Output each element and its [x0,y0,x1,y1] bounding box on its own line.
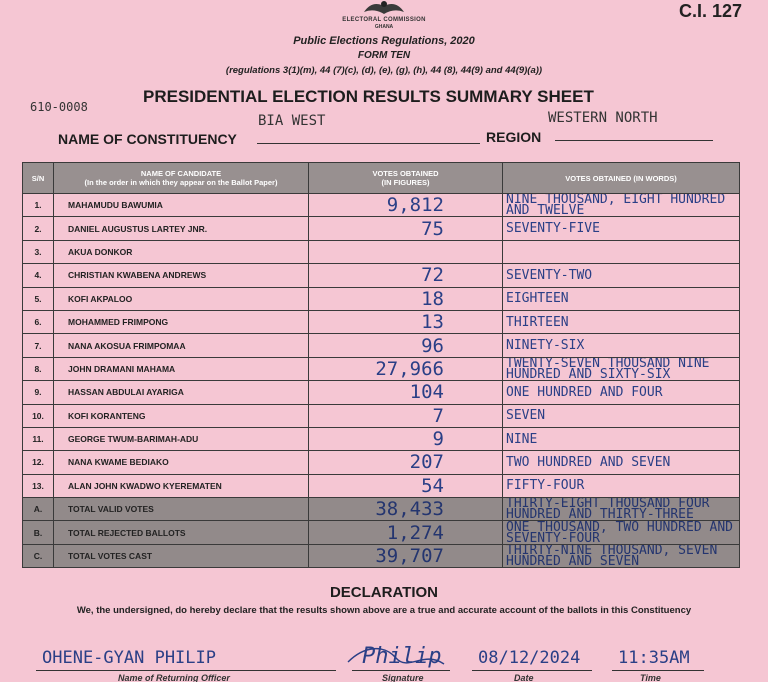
region-value: WESTERN NORTH [548,110,658,126]
votes-figures: 39,707 [309,544,503,567]
table-row [23,474,740,497]
candidate-name: DANIEL AUGUSTUS LARTEY JNR. [54,217,309,240]
votes-figures: 13 [309,310,503,333]
time-line [612,670,704,671]
summary-row [23,498,740,521]
date-caption: Date [514,673,534,682]
regulations-refs: (regulations 3(1)(m), 44 (7)(c), (d), (e), (g), (h), 44 (8), 44(9) and 44(9)(a)) [225,65,543,76]
candidate-name: MAHAMUDU BAWUMIA [54,194,309,217]
header-name [54,163,309,194]
votes-words [503,240,740,263]
summary-row [23,544,740,567]
officer-caption: Name of Returning Officer [118,673,230,682]
row-sn: 13. [23,474,54,497]
candidate-name: HASSAN ABDULAI AYARIGA [54,381,309,404]
table-row [23,357,740,380]
regulations-title: Public Elections Regulations, 2020 [293,35,475,47]
row-sn: 5. [23,287,54,310]
signature-mark: Philip [362,644,442,669]
table-row [23,287,740,310]
header-name-title: NAME OF CANDIDATE [140,169,222,178]
summary-row [23,521,740,544]
votes-words: THIRTY-EIGHT THOUSAND FOUR HUNDRED AND THIRTY-THREE [503,498,740,521]
candidate-name: KOFI KORANTENG [54,404,309,427]
candidate-name: GEORGE TWUM-BARIMAH-ADU [54,427,309,450]
constituency-label: NAME OF CONSTITUENCY [58,131,237,147]
votes-words: SEVENTY-TWO [503,264,740,287]
votes-figures: 38,433 [309,498,503,521]
region-label: REGION [486,129,542,145]
date-line [472,670,592,671]
row-sn: 1. [23,194,54,217]
votes-figures: 75 [309,217,503,240]
declaration-text: We, the undersigned, do hereby declare that the results shown above are a true and accurate account of the ballots in this Constituency [76,605,692,616]
votes-words: NINE [503,427,740,450]
votes-words: THIRTEEN [503,310,740,333]
signature-line [352,670,450,671]
signature-scribble [344,640,454,670]
votes-figures: 72 [309,264,503,287]
table-row [23,310,740,333]
header-figures-title: VOTES OBTAINED [372,169,439,178]
row-sn: 12. [23,451,54,474]
votes-words: SEVENTY-FIVE [503,217,740,240]
candidate-name: TOTAL VOTES CAST [54,544,309,567]
row-sn: 10. [23,404,54,427]
votes-words: THIRTY-NINE THOUSAND, SEVEN HUNDRED AND SEVEN [503,544,740,567]
row-sn: C. [23,544,54,567]
table-row [23,451,740,474]
votes-figures: 54 [309,474,503,497]
row-sn: 6. [23,310,54,333]
row-sn: 2. [23,217,54,240]
form-reference: C.I. 127 [678,1,742,21]
page-title: PRESIDENTIAL ELECTION RESULTS SUMMARY SHEET [143,87,594,106]
row-sn: 3. [23,240,54,263]
candidate-name: AKUA DONKOR [54,240,309,263]
officer-name: OHENE-GYAN PHILIP [42,648,216,668]
form-code: 610-0008 [30,100,88,114]
candidate-name: NANA KWAME BEDIAKO [54,451,309,474]
candidate-name: KOFI AKPALOO [54,287,309,310]
region-line [555,140,713,141]
date-value: 08/12/2024 [478,648,581,668]
votes-words: SEVEN [503,404,740,427]
votes-words: EIGHTEEN [503,287,740,310]
votes-figures: 96 [309,334,503,357]
row-sn: 11. [23,427,54,450]
table-row [23,240,740,263]
votes-words: NINETY-SIX [503,334,740,357]
votes-figures: 207 [309,451,503,474]
time-value: 11:35AM [618,648,690,668]
candidate-name: CHRISTIAN KWABENA ANDREWS [54,264,309,287]
constituency-value: BIA WEST [258,113,326,129]
table-row [23,404,740,427]
votes-figures: 9,812 [309,194,503,217]
votes-figures [309,240,503,263]
table-row [23,217,740,240]
votes-words: NINE THOUSAND, EIGHT HUNDRED AND TWELVE [503,194,740,217]
candidate-name: ALAN JOHN KWADWO KYEREMATEN [54,474,309,497]
row-sn: A. [23,498,54,521]
table-header-row [23,163,740,194]
header-name-sub: (In the order in which they appear on the Ballot Paper) [84,178,278,187]
row-sn: 7. [23,334,54,357]
commission-country: GHANA [374,24,394,30]
form-label: FORM TEN [357,50,411,61]
header-sn: S/N [23,163,54,194]
votes-figures: 27,966 [309,357,503,380]
table-row [23,194,740,217]
signature-caption: Signature [382,673,424,682]
table-body [23,194,740,568]
header-figures [309,163,503,194]
candidate-name: TOTAL REJECTED BALLOTS [54,521,309,544]
table-row [23,334,740,357]
declaration-title: DECLARATION [329,584,439,601]
row-sn: 4. [23,264,54,287]
candidate-name: TOTAL VALID VOTES [54,498,309,521]
header-words: VOTES OBTAINED (IN WORDS) [503,163,740,194]
votes-words: FIFTY-FOUR [503,474,740,497]
votes-figures: 104 [309,381,503,404]
table-row [23,427,740,450]
candidate-name: NANA AKOSUA FRIMPOMAA [54,334,309,357]
candidate-name: MOHAMMED FRIMPONG [54,310,309,333]
table-row [23,264,740,287]
votes-figures: 1,274 [309,521,503,544]
commission-name: ELECTORAL COMMISSION [342,17,426,23]
votes-figures: 7 [309,404,503,427]
row-sn: 8. [23,357,54,380]
votes-figures: 9 [309,427,503,450]
votes-words: TWO HUNDRED AND SEVEN [503,451,740,474]
time-caption: Time [640,673,661,682]
votes-words: TWENTY-SEVEN THOUSAND NINE HUNDRED AND SIXTY-SIX [503,357,740,380]
votes-words: ONE THOUSAND, TWO HUNDRED AND SEVENTY-FOUR [503,521,740,544]
row-sn: B. [23,521,54,544]
table-row [23,381,740,404]
row-sn: 9. [23,381,54,404]
votes-figures: 18 [309,287,503,310]
votes-words: ONE HUNDRED AND FOUR [503,381,740,404]
results-table [22,162,740,568]
officer-line [36,670,336,671]
constituency-line [257,143,480,144]
header-figures-sub: (IN FIGURES) [381,178,430,187]
candidate-name: JOHN DRAMANI MAHAMA [54,357,309,380]
